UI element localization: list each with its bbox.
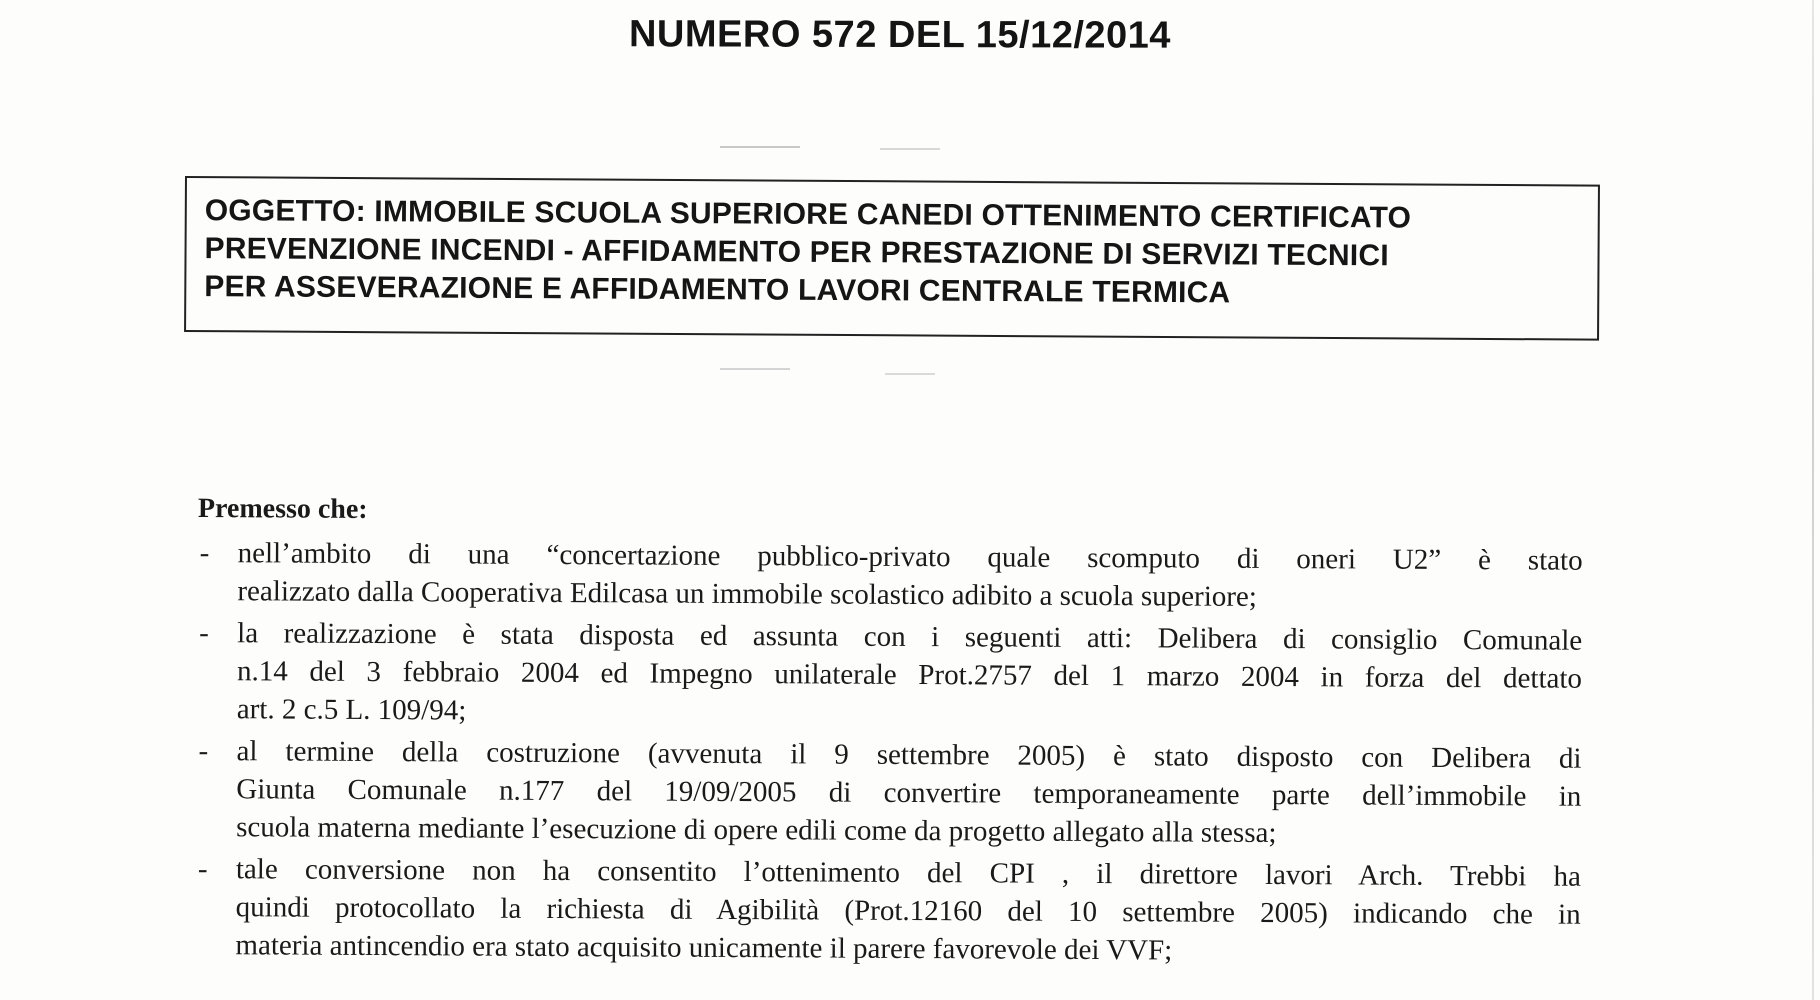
bullet-marker: - bbox=[199, 617, 209, 650]
list-item bbox=[195, 850, 1581, 972]
document-title: NUMERO 572 DEL 15/12/2014 bbox=[628, 13, 1172, 57]
scan-mark-top-2 bbox=[880, 148, 940, 150]
text-line: quindi protocollato la richiesta di Agibilità (Prot.12160 del 10 settembre 2005) indicando che in bbox=[235, 891, 1581, 931]
text-line: materia antincendio era stato acquisito unicamente il parere favorevole dei VVF; bbox=[235, 929, 1173, 967]
premise-section bbox=[195, 492, 1583, 976]
subject-line: OGGETTO: IMMOBILE SCUOLA SUPERIORE CANEDI OTTENIMENTO CERTIFICATO bbox=[204, 194, 1412, 235]
text-line: art. 2 c.5 L. 109/94; bbox=[236, 693, 467, 727]
scan-mark-middle-2 bbox=[885, 373, 935, 375]
scan-mark-top bbox=[720, 146, 800, 148]
bullet-marker: - bbox=[199, 537, 210, 570]
list-item bbox=[197, 614, 1583, 736]
text-line: la realizzazione è stata disposta ed assunta con i seguenti atti: Delibera di consiglio Comunale bbox=[237, 617, 1583, 657]
scan-mark-middle bbox=[720, 368, 790, 370]
text-line: Giunta Comunale n.177 del 19/09/2005 di convertire temporaneamente parte dell’immobile in bbox=[236, 773, 1582, 813]
text-line: nell’ambito di una “concertazione pubblico-privato quale scomputo di oneri U2” è stato bbox=[237, 537, 1583, 577]
bullet-marker: - bbox=[198, 735, 209, 768]
text-line: n.14 del 3 febbraio 2004 ed Impegno unilaterale Prot.2757 del 1 marzo 2004 in forza del dettato bbox=[236, 655, 1583, 695]
page-edge-shadow bbox=[1812, 0, 1814, 1000]
text-line: realizzato dalla Cooperativa Edilcasa un immobile scolastico adibito a scuola superiore; bbox=[237, 575, 1258, 613]
list-item bbox=[197, 534, 1582, 618]
text-line: tale conversione non ha consentito l’ottenimento del CPI , il direttore lavori Arch. Trebbi ha bbox=[235, 853, 1581, 893]
text-line: scuola materna mediante l’esecuzione di opere edili come da progetto allegato alla stessa; bbox=[236, 811, 1277, 850]
bullet-marker: - bbox=[197, 853, 208, 886]
text-line: al termine della costruzione (avvenuta il 9 settembre 2005) è stato disposto con Delibera di bbox=[236, 735, 1582, 775]
subject-line: PER ASSEVERAZIONE E AFFIDAMENTO LAVORI CENTRALE TERMICA bbox=[204, 270, 1231, 310]
premise-heading: Premesso che: bbox=[197, 492, 368, 525]
subject-box bbox=[184, 176, 1600, 341]
subject-line: PREVENZIONE INCENDI - AFFIDAMENTO PER PRESTAZIONE DI SERVIZI TECNICI bbox=[204, 232, 1389, 273]
list-item bbox=[196, 732, 1582, 854]
